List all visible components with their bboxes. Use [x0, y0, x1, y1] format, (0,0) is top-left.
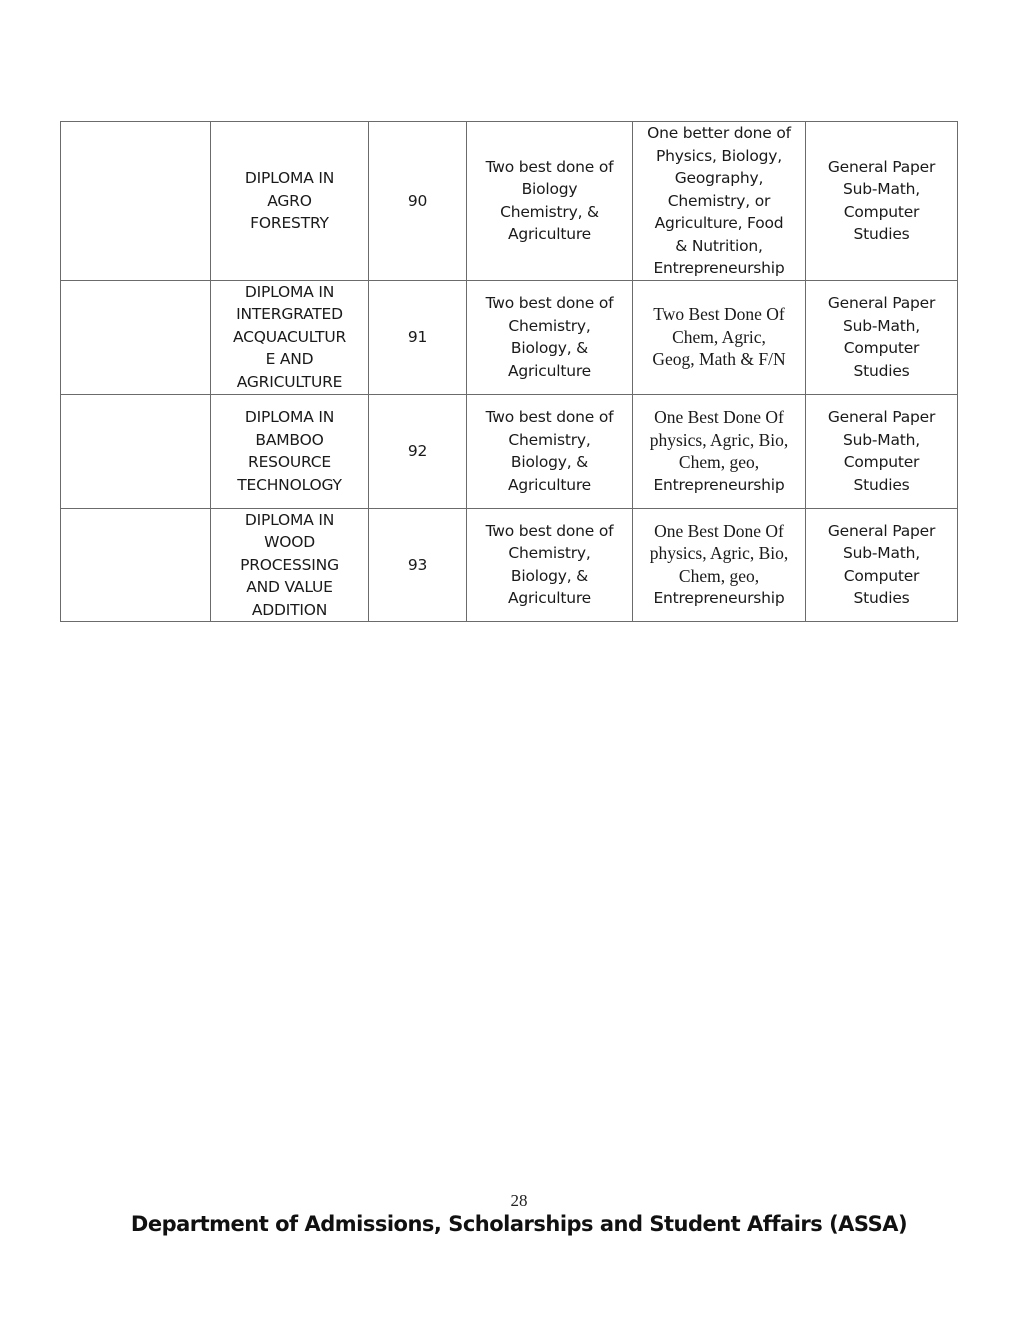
principal-subjects-line: Biology, & [510, 339, 589, 357]
programme-code: 91 [407, 327, 428, 346]
blank-cell [61, 122, 211, 281]
principal-subjects-line: Biology, & [510, 453, 589, 471]
programme-line: WOOD [264, 533, 315, 551]
programme-line: DIPLOMA IN [244, 282, 335, 301]
general-subjects-line: General Paper [827, 408, 936, 426]
subsidiary-subjects-line: Two Best Done Of [653, 304, 785, 325]
principal-subjects-cell [467, 394, 633, 508]
principal-subjects-line: Chemistry, [508, 430, 591, 449]
principal-subjects-line: Biology [521, 180, 578, 199]
principal-subjects-cell [467, 508, 633, 622]
subsidiary-subjects-line: One Best Done Of [654, 520, 784, 541]
subsidiary-subjects-line: Entrepreneurship [653, 259, 785, 277]
general-subjects-line: Studies [853, 225, 910, 244]
subsidiary-subjects-line: Chemistry, or [667, 191, 771, 210]
programme-code: 90 [407, 191, 428, 210]
general-subjects-cell [806, 394, 958, 508]
general-subjects-line: Computer [843, 566, 920, 585]
principal-subjects-line: Chemistry, [508, 544, 591, 563]
subsidiary-subjects-cell [633, 508, 806, 622]
general-subjects-line: Studies [853, 361, 910, 380]
principal-subjects-line: Two best done of [485, 408, 614, 426]
table-row [61, 394, 958, 508]
code-cell [369, 508, 467, 622]
principal-subjects-cell [467, 122, 633, 281]
programme-line: AND VALUE [246, 578, 333, 596]
programme-line: RESOURCE [248, 453, 331, 471]
general-subjects-line: Studies [853, 589, 910, 608]
subsidiary-subjects-cell [633, 122, 806, 281]
subsidiary-subjects-line: Entrepreneurship [653, 475, 785, 494]
principal-subjects-line: Agriculture [507, 361, 592, 380]
programme-line: INTERGRATED [236, 305, 343, 324]
courses-table-container [60, 121, 957, 622]
programme-line: TECHNOLOGY [237, 475, 342, 494]
programme-line: FORESTRY [250, 214, 329, 232]
blank-cell [61, 508, 211, 622]
code-cell [369, 122, 467, 281]
page-number: 28 [510, 1191, 528, 1210]
programme-cell [211, 280, 369, 394]
subsidiary-subjects-cell [633, 280, 806, 394]
subsidiary-subjects-line: Chem, geo, [678, 452, 760, 472]
programme-line: E AND [265, 350, 314, 369]
courses-table-body [61, 122, 958, 622]
programme-line: DIPLOMA IN [244, 510, 335, 529]
principal-subjects-line: Agriculture [507, 475, 592, 494]
general-subjects-line: Sub-Math, [843, 316, 920, 335]
programme-code: 93 [407, 555, 428, 574]
programme-line: ADDITION [251, 600, 328, 619]
subsidiary-subjects-line: Chem, geo, [678, 565, 760, 586]
general-subjects-cell [806, 280, 958, 394]
table-row [61, 122, 958, 281]
principal-subjects-line: Chemistry, [508, 316, 591, 335]
programme-cell [211, 122, 369, 281]
footer-department-title: Department of Admissions, Scholarships and Student Affairs (ASSA) [130, 1212, 908, 1236]
programme-line: ACQUACULTUR [232, 327, 347, 346]
programme-line: PROCESSING [240, 555, 339, 574]
programme-line: AGRICULTURE [236, 372, 343, 391]
code-cell [369, 394, 467, 508]
subsidiary-subjects-line: Agriculture, Food [654, 214, 784, 232]
subsidiary-subjects-cell [633, 394, 806, 508]
principal-subjects-line: Two best done of [485, 294, 614, 312]
blank-cell [61, 394, 211, 508]
subsidiary-subjects-line: Chem, Agric, [672, 326, 766, 347]
subsidiary-subjects-line: Entrepreneurship [653, 589, 785, 608]
general-subjects-line: Computer [843, 453, 920, 471]
programme-cell [211, 394, 369, 508]
courses-table [60, 121, 958, 622]
subsidiary-subjects-line: Geography, [674, 169, 764, 187]
principal-subjects-line: Agriculture [507, 225, 592, 244]
subsidiary-subjects-line: physics, Agric, Bio, [649, 429, 789, 450]
subsidiary-subjects-line: One Best Done Of [654, 407, 784, 427]
principal-subjects-line: Biology, & [510, 566, 589, 585]
programme-code: 92 [407, 441, 428, 460]
general-subjects-line: Computer [843, 339, 920, 357]
general-subjects-line: Sub-Math, [843, 180, 920, 199]
subsidiary-subjects-line: Physics, Biology, [656, 146, 782, 165]
principal-subjects-cell [467, 280, 633, 394]
general-subjects-line: General Paper [827, 157, 936, 176]
programme-cell [211, 508, 369, 622]
general-subjects-cell [806, 122, 958, 281]
subsidiary-subjects-line: & Nutrition, [675, 236, 763, 255]
subsidiary-subjects-line: Geog, Math & F/N [652, 349, 786, 370]
programme-line: DIPLOMA IN [244, 169, 335, 187]
general-subjects-line: Studies [853, 475, 910, 494]
general-subjects-line: Computer [843, 202, 920, 221]
principal-subjects-line: Two best done of [485, 157, 614, 176]
principal-subjects-line: Agriculture [507, 589, 592, 608]
programme-line: AGRO [267, 191, 312, 210]
programme-line: DIPLOMA IN [244, 408, 335, 426]
principal-subjects-line: Chemistry, & [500, 202, 599, 221]
table-row [61, 508, 958, 622]
subsidiary-subjects-line: One better done of [647, 124, 791, 142]
principal-subjects-line: Two best done of [485, 521, 614, 540]
general-subjects-cell [806, 508, 958, 622]
table-row [61, 280, 958, 394]
general-subjects-line: General Paper [827, 521, 936, 540]
general-subjects-line: Sub-Math, [843, 544, 920, 563]
programme-line: BAMBOO [255, 430, 324, 449]
code-cell [369, 280, 467, 394]
subsidiary-subjects-line: physics, Agric, Bio, [649, 543, 789, 564]
blank-cell [61, 280, 211, 394]
general-subjects-line: General Paper [827, 294, 936, 312]
general-subjects-line: Sub-Math, [843, 430, 920, 449]
